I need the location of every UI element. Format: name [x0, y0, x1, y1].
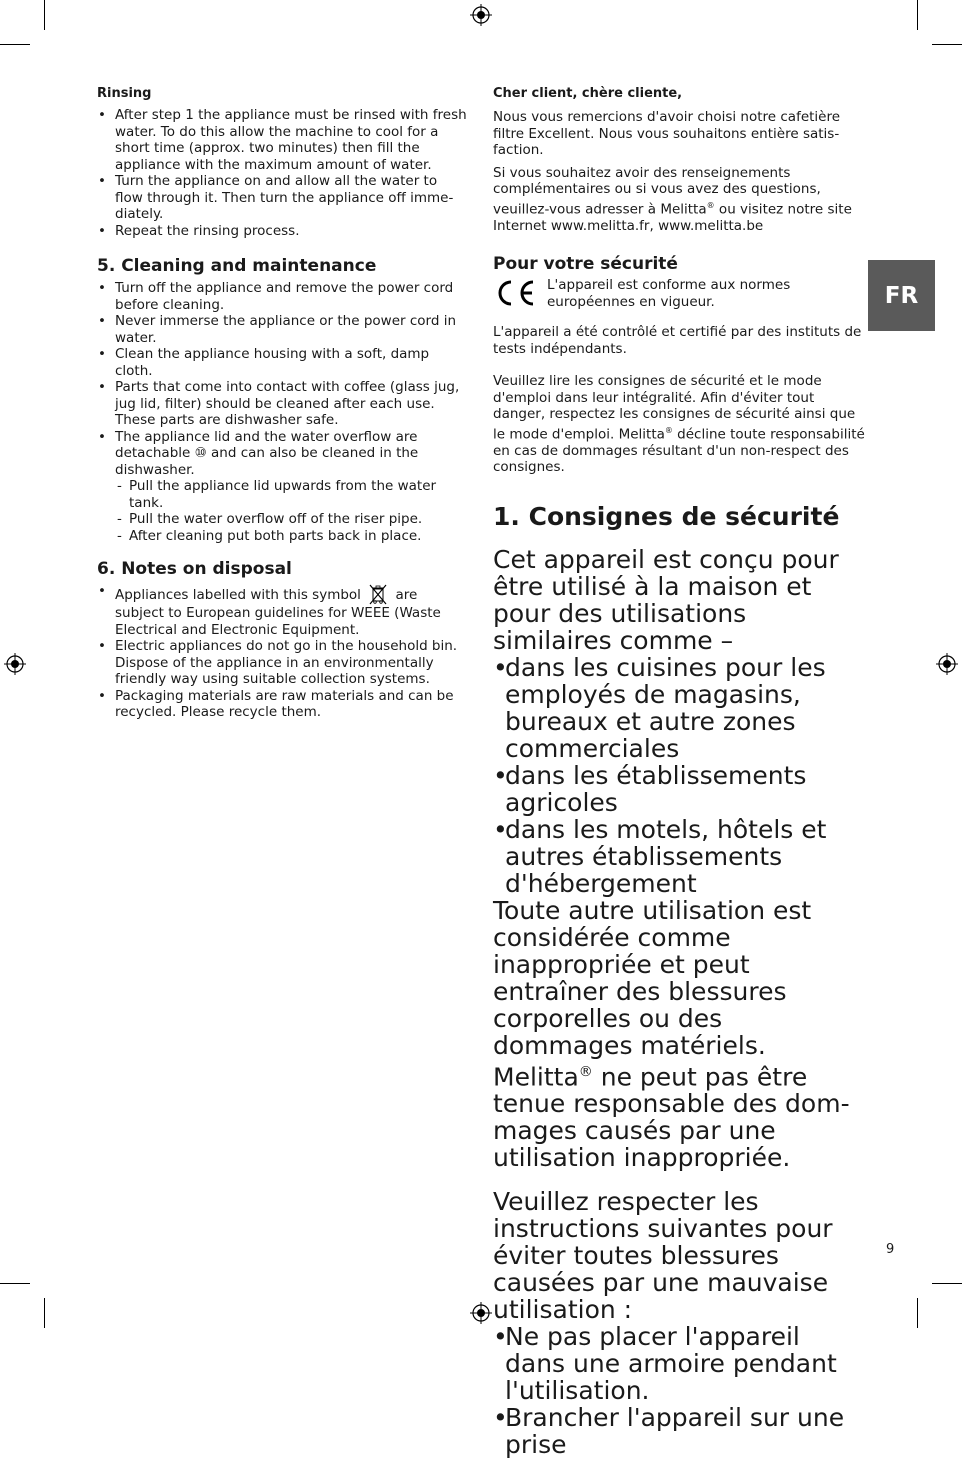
- crop-mark-tr-v: [917, 0, 918, 30]
- sub-list-item: - After cleaning put both parts back in place.: [115, 528, 469, 545]
- list-item: • Turn off the appliance and remove the power cord before cleaning.: [97, 280, 469, 313]
- ce-mark-icon: [493, 278, 537, 308]
- left-column: [97, 86, 469, 721]
- page-number: 9: [886, 1242, 895, 1257]
- disposal-list: [97, 583, 469, 721]
- list-item: • Never immerse the appliance or the power cord in water.: [97, 313, 469, 346]
- rinsing-list: [97, 107, 469, 239]
- registered-mark: ®: [706, 200, 715, 210]
- contact-text-b: ou visitez notre site Internet www.melitta.fr, www.melitta.be: [493, 201, 852, 234]
- list-item: • Electric appliances do not go in the household bin. Dispose of the appliance in an environmentally friendly way using suitable collection systems.: [97, 638, 469, 688]
- rules-list: [493, 1323, 865, 1458]
- intro-paragraph: Nous vous remercions d'avoir choisi notre cafetière filtre Excellent. Nous vous souhaitons entière satisfaction.: [493, 109, 841, 158]
- crop-mark-tl-h: [0, 44, 30, 45]
- registered-mark: ®: [664, 425, 673, 435]
- greeting-heading: Cher client, chère cliente,: [493, 86, 683, 101]
- read-instructions-paragraph: [493, 373, 865, 476]
- disposal-heading: 6. Notes on disposal: [97, 559, 292, 579]
- contact-text-a: Si vous souhaitez avoir des renseignements complémentaires ou si vous avez des questions, veuillez-vous adresser à Melitta: [493, 164, 821, 217]
- list-item: [97, 429, 469, 545]
- list-item: • Repeat the rinsing process.: [97, 223, 469, 240]
- cleaning-heading: 5. Cleaning and maintenance: [97, 256, 377, 276]
- read-text-a: Veuillez lire les consignes de sécurité et le mode d'emploi dans leur intégralité. Afin d'éviter tout danger, respectez les consignes de sécurité ainsi que le mode d'emploi. Melitta: [493, 373, 856, 442]
- crop-mark-bl-v: [44, 1298, 45, 1328]
- list-item: • Ne pas placer l'appareil dans une armoire pendant l'utilisation.: [493, 1323, 865, 1404]
- language-tab: FR: [868, 260, 935, 331]
- list-item: • Turn the appliance on and allow all the water to flow through it. Then turn the appliance off immediately.: [97, 173, 469, 223]
- right-column: [493, 86, 865, 1458]
- list-item-text-b: are subject to European guidelines for WEEE (Waste Electrical and Electronic Equipment.: [115, 587, 441, 638]
- list-item: • Parts that come into contact with coffee (glass jug, jug lid, filter) should be cleaned after each use. These parts are dishwasher safe.: [97, 379, 469, 429]
- list-item-text-a: Appliances labelled with this symbol: [115, 587, 361, 603]
- list-item-text: The appliance lid and the water overflow are detachable ⑩ and can also be cleaned in the dishwasher.: [115, 428, 419, 478]
- weee-crossed-bin-icon: [367, 583, 389, 605]
- list-item: [97, 583, 469, 638]
- crop-mark-tl-v: [44, 0, 45, 30]
- contact-paragraph: [493, 165, 865, 235]
- intended-use-paragraph: Cet appareil est conçu pour être utilisé à la maison et pour des utilisations similaires comme –: [493, 544, 839, 655]
- registration-mark-bottom: [470, 1302, 492, 1324]
- rinsing-section: [97, 86, 469, 239]
- crop-mark-bl-h: [0, 1283, 30, 1284]
- ce-conformity: [493, 277, 865, 310]
- cleaning-list: [97, 280, 469, 544]
- tested-paragraph: L'appareil a été contrôlé et certifié par des instituts de tests indépendants.: [493, 324, 862, 357]
- crop-mark-br-v: [917, 1298, 918, 1328]
- crop-mark-br-h: [932, 1283, 962, 1284]
- follow-paragraph: Veuillez respecter les instructions suivantes pour éviter toutes blessures causées par une mauvaise utilisation :: [493, 1186, 833, 1324]
- cleaning-sublist: [115, 478, 469, 544]
- list-item: • dans les établissements agricoles: [493, 762, 865, 816]
- read-text-b: décline toute responsabilité en cas de dommages résultant d'un non-respect des consignes.: [493, 426, 865, 475]
- rinsing-heading: Rinsing: [97, 86, 152, 101]
- sub-list-item: - Pull the appliance lid upwards from the water tank.: [115, 478, 469, 511]
- disposal-section: [97, 559, 469, 721]
- intended-use-list: [493, 654, 865, 897]
- sub-list-item: - Pull the water overflow off of the riser pipe.: [115, 511, 469, 528]
- list-item: • After step 1 the appliance must be rinsed with fresh water. To do this allow the machine to cool for a short time (approx. two minutes) then fill the appliance with the maximum amount of water.: [97, 107, 469, 173]
- misuse-paragraph: [493, 897, 865, 1171]
- misuse-text-b: ne peut pas être tenue responsable des dommages causés par une utilisation inappropriée.: [493, 1061, 850, 1172]
- registration-mark-left: [4, 653, 26, 675]
- cleaning-section: [97, 256, 469, 544]
- crop-mark-tr-h: [932, 44, 962, 45]
- misuse-text-a: Toute autre utilisation est considérée comme inappropriée et peut entraîner des blessures corporelles ou des dommages matériels. Melitta: [493, 895, 812, 1091]
- list-item: • Brancher l'appareil sur une prise: [493, 1404, 865, 1458]
- registration-mark-right: [936, 653, 958, 675]
- ce-text: L'appareil est conforme aux normes européennes en vigueur.: [547, 277, 791, 310]
- registration-mark-top: [470, 4, 492, 26]
- list-item: • dans les cuisines pour les employés de magasins, bureaux et autre zones commerciales: [493, 654, 865, 762]
- registered-mark: ®: [578, 1063, 593, 1080]
- safety-instructions-heading: 1. Consignes de sécurité: [493, 501, 840, 531]
- list-item: • dans les motels, hôtels et autres établissements d'hébergement: [493, 816, 865, 897]
- list-item: • Clean the appliance housing with a soft, damp cloth.: [97, 346, 469, 379]
- list-item: • Packaging materials are raw materials and can be recycled. Please recycle them.: [97, 688, 469, 721]
- safety-heading: Pour votre sécurité: [493, 254, 678, 274]
